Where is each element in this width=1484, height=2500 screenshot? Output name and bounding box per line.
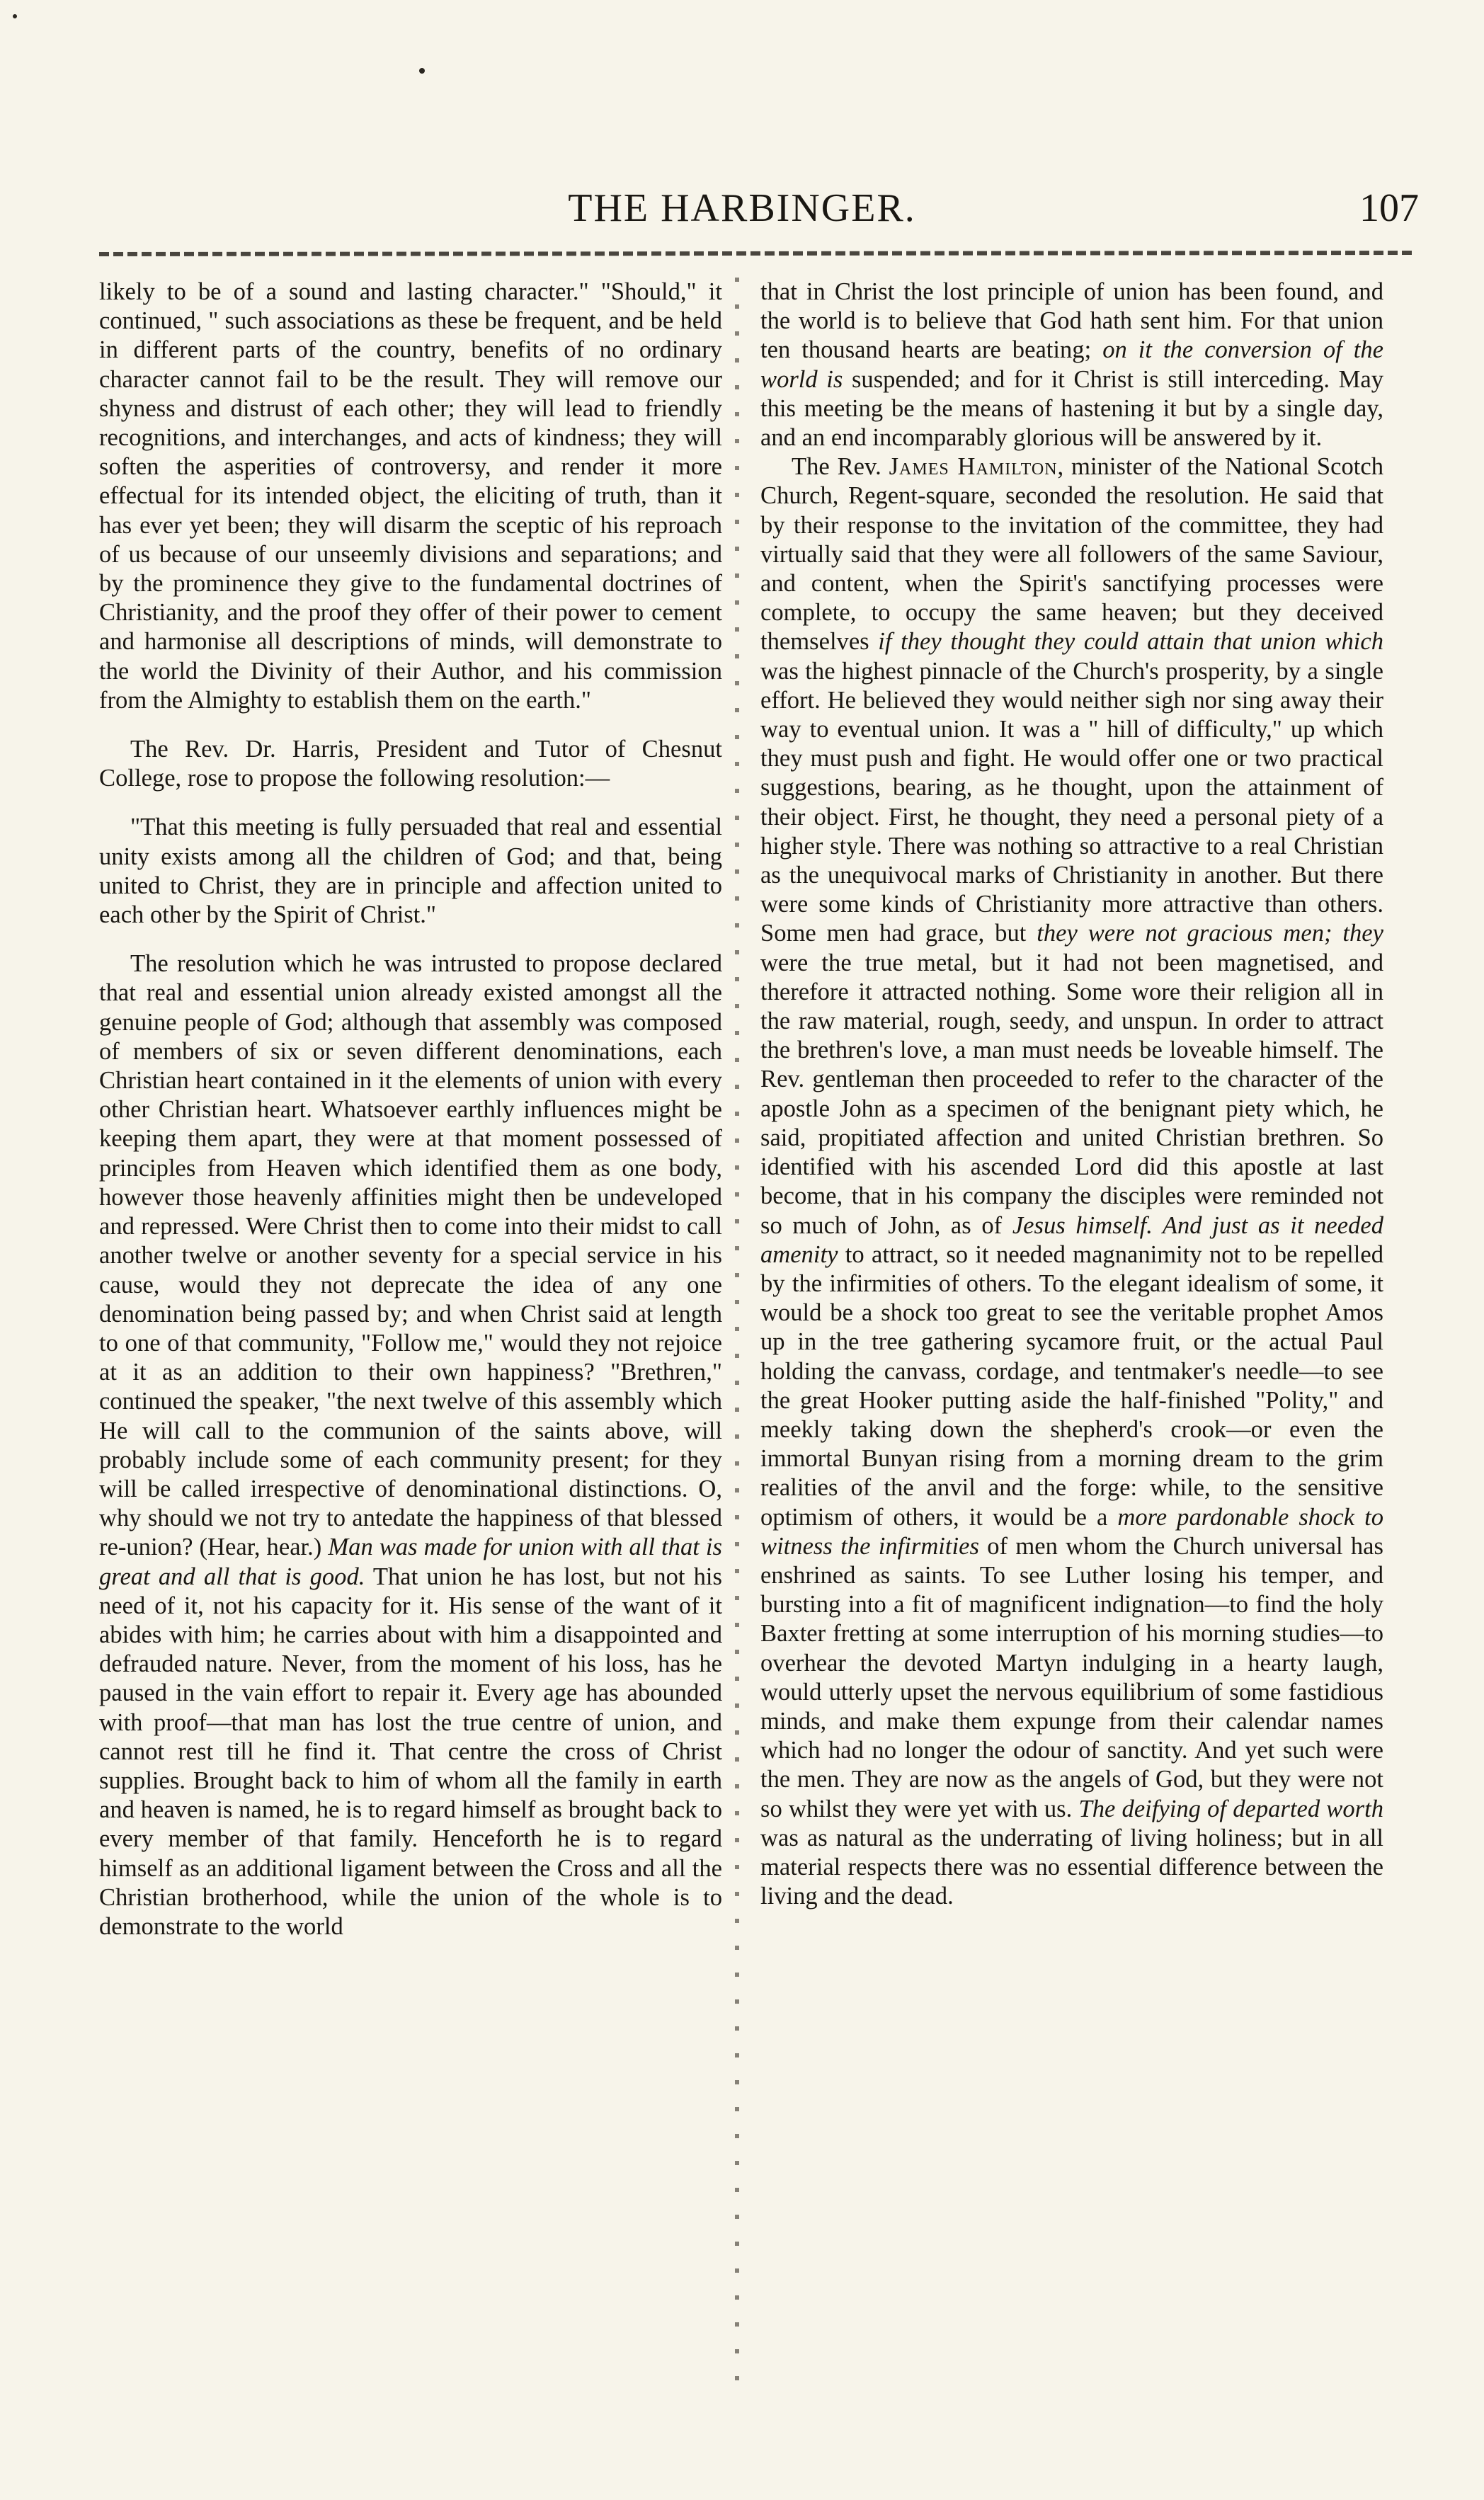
italic-run: Jesus himself. And just as it needed amenity — [760, 1211, 1383, 1268]
italic-run: if they thought they could attain that union which — [878, 628, 1383, 656]
header-rule — [99, 249, 1413, 256]
running-title: THE HARBINGER. — [568, 186, 916, 230]
ink-speck — [419, 68, 425, 74]
left-column — [99, 278, 722, 1941]
italic-run: Man was made for union with all that is great and all that is good. — [99, 1534, 722, 1590]
paragraph: likely to be of a sound and lasting character." "Should," it continued, " such associations as these be frequent, and be held in different parts of the country, benefits of no ordinary character cannot fail to be the result. They will remove our shyness and distrust of each other; they will lead to friendly recognitions, and interchanges, and acts of kindness; they will soften the asperities of controversy, and render it more effectual for its intended object, the eliciting of truth, than it has ever yet been; they will disarm the sceptic of his reproach of us because of our unseemly divisions and separations; and by the prominence they give to the fundamental doctrines of Christianity, and the proof they offer of their power to cement and harmonise all descriptions of minds, will demonstrate to the world the Divinity of their Author, and his commission from the Almighty to establish them on the earth." — [99, 278, 722, 714]
italic-run: The deifying of departed worth — [1078, 1795, 1384, 1822]
paragraph — [760, 278, 1383, 452]
italic-run: on it the conversion of the world is — [760, 336, 1383, 393]
text-run: That union he has lost, but not his need of it, not his capacity for it. His sense of the want of it abides with him; he carries about with him a disappointed and defrauded nature. Never, from the moment of his loss, has he paused in the vain effort to repair it. Every age has abounded with proof—that man has lost the true centre of union, and cannot rest till he find it. That centre the cross of Christ supplies. Brought back to him of whom all the family in earth and heaven is named, he is to regard himself as brought back to every member of that family. Henceforth he is to regard himself as an additional ligament between the Cross and all the Christian brotherhood, while the union of the whole is to demonstrate to the world — [99, 1563, 722, 1940]
resolution-quote: "That this meeting is fully persuaded that real and essential unity exists among all the children of God; and that, being united to Christ, they are in principle and affection united to each other by the Spirit of Christ." — [99, 814, 722, 929]
text-run: to attract, so it needed magnanimity not to be repelled by the infirmities of others. To the elegant idealism of some, it would be a shock too great to see the veritable prophet Amos up in the tree gathering sycamore fruit, or the actual Paul holding the canvass, cordage, and tentmaker's needle—to see the great Hooker putting aside the half-finished "Polity," and meekly taking down the shepherd's crook—or even the immortal Bunyan rising from a morning dream to the grim realities of the anvil and the forge: while, to the sensitive optimism of others, it would be a — [760, 1240, 1383, 1531]
text-run: was the highest pinnacle of the Church's prosperity, by a single effort. He believed they would neither sigh nor sing away their way to eventual union. It was a " hill of difficulty," up which they must push and fight. He would offer one or two practical suggestions, bearing, as he thought, upon the attainment of their object. First, he thought, they need a personal piety of a higher style. There was nothing so attractive to a real Christian as the unequivocal marks of Christianity in another. But there were some kinds of Christianity more attractive than others. Some men had grace, but — [760, 657, 1383, 947]
paragraph — [99, 949, 722, 1941]
italic-run: they were not gracious men; they — [1037, 920, 1384, 947]
text-run: The Rev. — [792, 453, 889, 481]
italic-run: more pardonable shock to witness the infirmities — [760, 1503, 1383, 1560]
paragraph — [760, 452, 1383, 1911]
text-run: The resolution which he was intrusted to propose declared that real and essential union already existed amongst all the genuine people of God; although that assembly was composed of members of six or seven different denominations, each Christian heart contained in it the elements of union with every other Christian heart. Whatsoever earthly influences might be keeping them apart, they were at that moment possessed of principles from Heaven which identified them as one body, however those heavenly affinities might then be undeveloped and repressed. Were Christ then to come into their midst to call another twelve or another seventy for a special service in his cause, would they not deprecate the idea of any one denomination being passed by; and when Christ said at length to one of that community, "Follow me," would they not rejoice at it as an addition to their own happiness? "Brethren," continued the speaker, "the next twelve of this assembly which He will call to the communion of the saints above, will probably include some of each community present; for they will be called irrespective of denominational distinctions. O, why should we not try to antedate the happiness of that blessed re-union? (Hear, hear.) — [99, 950, 722, 1561]
speaker-name: James Hamilton — [889, 453, 1058, 481]
text-run: , minister of the National Scotch Church, Regent-square, seconded the resolution. He said that by their response to the invitation of the committee, they had virtually said that they were all followers of the same Saviour, and content, when the Spirit's sanctifying processes were complete, to occupy the same heaven; but they deceived themselves — [760, 453, 1383, 656]
column-divider — [735, 278, 739, 2402]
text-run: suspended; and for it Christ is still interceding. May this meeting be the means of hastening it but by a single day, and an end incomparably glorious will be answered by it. — [760, 365, 1383, 452]
ink-speck — [13, 14, 17, 18]
page-number: 107 — [1359, 186, 1419, 230]
text-run: were the true metal, but it had not been magnetised, and therefore it attracted nothing. Some wore their religion all in the raw material, rough, seedy, and unspun. In order to attract the brethren's love, a man must needs be loveable himself. The Rev. gentleman then proceeded to refer to the character of the apostle John as a specimen of the benignant piety which, he said, propitiated affection and united Christian brethren. So identified with his ascended Lord did this apostle at last become, that in his company the disciples were reminded not so much of John, as of — [760, 949, 1383, 1239]
text-run: that in Christ the lost principle of union has been found, and the world is to believe that God hath sent him. For that union ten thousand hearts are beating; — [760, 278, 1383, 364]
text-run: was as natural as the underrating of living holiness; but in all material respects there was no essential difference between the living and the dead. — [760, 1824, 1383, 1910]
text-run: of men whom the Church universal has enshrined as saints. To see Luther losing his temper, and bursting into a fit of magnificent indignation—to find the holy Baxter fretting at some interruption of his morning studies—to overhear the devoted Martyn indulging in a hearty laugh, would utterly upset the nervous equilibrium of some fastidious minds, and make them expunge from their calendar names which had no longer the odour of sanctity. And yet such were the men. They are now as the angels of God, but they were not so whilst they were yet with us. — [760, 1532, 1383, 1822]
paragraph: The Rev. Dr. Harris, President and Tutor of Chesnut College, rose to propose the following resolution:— — [99, 736, 722, 792]
right-column — [760, 278, 1383, 1911]
